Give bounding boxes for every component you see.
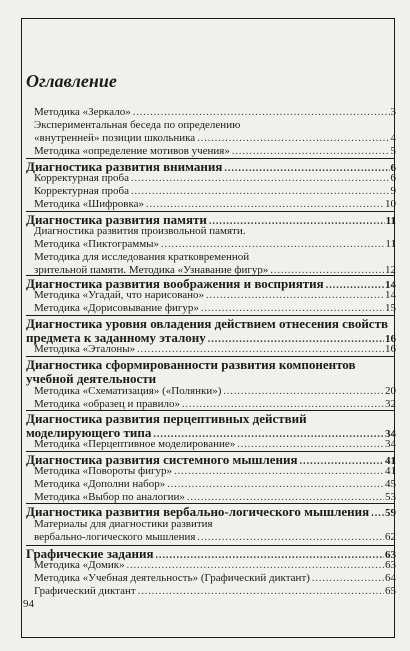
toc-page-number: 6	[390, 162, 396, 174]
toc-page-number: 5	[390, 145, 396, 157]
toc-entry-text: вербально-логического мышления	[34, 531, 196, 543]
toc-page-number: 20	[385, 385, 396, 397]
leader-dots	[161, 239, 384, 250]
leader-dots	[197, 133, 389, 144]
toc-section-text: Диагностика уровня овладения действием отнесения свойств	[26, 316, 388, 331]
toc-entry-text: Методика «Учебная деятельность» (Графический диктант)	[34, 572, 310, 584]
toc-entry-text: Диагностика развития произвольной памяти.	[34, 225, 246, 237]
toc-entry-position[interactable]	[26, 132, 396, 144]
toc-entry-text: Корректурная проба	[34, 172, 129, 184]
leader-dots	[146, 199, 384, 210]
toc-page-number: 3	[390, 106, 396, 118]
toc-entry-rotations[interactable]	[26, 465, 396, 477]
toc-entry-drawing-figures[interactable]	[26, 302, 396, 314]
toc-section-text: Диагностика развития воображения и восприятия	[26, 276, 324, 291]
toc-page-number: 4	[390, 132, 396, 144]
toc-entry-text: Методика «Домик»	[34, 559, 125, 571]
toc-page-number: 16	[385, 333, 396, 345]
toc-page-number: 34	[385, 438, 396, 450]
leader-dots	[197, 532, 384, 543]
toc-entry-verbal-materials[interactable]	[26, 531, 396, 543]
leader-dots	[371, 508, 384, 519]
toc-entry-perceptual-modeling[interactable]	[26, 438, 396, 450]
toc-page-number: 16	[385, 343, 396, 355]
toc-entry-analogy[interactable]	[26, 491, 396, 503]
leader-dots	[206, 290, 384, 301]
leader-dots	[174, 466, 384, 477]
toc-section-text: Диагностика развития вербально-логического мышления	[26, 504, 370, 519]
toc-entry-cipher[interactable]	[26, 198, 396, 210]
toc-entry-text: Методика «Выбор по аналогии»	[34, 491, 185, 503]
toc-entry-schematization[interactable]	[26, 385, 396, 397]
toc-page-number: 11	[385, 215, 396, 227]
toc-page-number: 53	[385, 491, 396, 503]
toc-section-text: моделирующего типа	[26, 425, 152, 440]
toc-page-number: 62	[385, 531, 396, 543]
toc-entry-text: Методика «определение мотивов учения»	[34, 145, 230, 157]
toc-section-text: предмета к заданному эталону	[26, 330, 206, 345]
toc-page-number: 65	[385, 585, 396, 597]
toc-page-number: 63	[385, 559, 396, 571]
toc-entry-house[interactable]	[26, 559, 396, 571]
toc-entry-text: Корректурная проба	[34, 185, 129, 197]
page-title: Оглавление	[26, 71, 117, 91]
toc-entry-text: Методика «Зеркало»	[34, 106, 131, 118]
toc-entry-text: Методика «Пиктограммы»	[34, 238, 160, 250]
leader-dots	[201, 303, 384, 314]
toc-page-number: 14	[385, 289, 396, 301]
toc-page-number: 41	[385, 455, 396, 467]
leader-dots	[137, 344, 384, 355]
toc-entry-text: Методика «Эталоны»	[34, 343, 136, 355]
toc-entry-motives[interactable]	[26, 145, 396, 157]
toc-page-number: 10	[385, 198, 396, 210]
leader-dots	[127, 560, 384, 571]
leader-dots	[312, 573, 384, 584]
toc-entry-text: Методика «Схематизация» («Полянки»)	[34, 385, 222, 397]
toc-section-text: Диагностика развития памяти	[26, 212, 207, 227]
toc-entry-etalons[interactable]	[26, 343, 396, 355]
toc-page-number: 11	[385, 238, 396, 250]
toc-page-number: 63	[385, 549, 396, 561]
toc-page-number: 9	[390, 185, 396, 197]
leader-dots	[138, 586, 384, 597]
toc-entry-learning-activity[interactable]	[26, 572, 396, 584]
toc-page-number: 6	[390, 172, 396, 184]
toc-entry-text: Материалы для диагностики развития	[34, 518, 213, 530]
page-number: 94	[23, 598, 34, 610]
toc-entry-graphic-dictation[interactable]	[26, 585, 396, 597]
toc-entry-text: Методика «Дорисовывание фигур»	[34, 302, 199, 314]
toc-section-text: учебной деятельности	[26, 371, 157, 386]
toc-section-text: Диагностика сформированности развития компонентов	[26, 357, 356, 372]
leader-dots	[237, 439, 384, 450]
toc-entry-text: зрительной памяти. Методика «Узнавание фигур»	[34, 264, 269, 276]
toc-entry-text: Методика для исследования кратковременной	[34, 251, 250, 263]
toc-page-number: 32	[385, 398, 396, 410]
toc-entry-pictograms[interactable]	[26, 238, 396, 250]
toc-page-number: 15	[385, 302, 396, 314]
toc-section-text: Диагностика развития перцептивных действий	[26, 411, 307, 426]
toc-page-number: 14	[385, 279, 396, 291]
toc-entry-complete-set[interactable]	[26, 478, 396, 490]
leader-dots	[223, 386, 384, 397]
leader-dots	[187, 492, 384, 503]
toc-page-number: 41	[385, 465, 396, 477]
toc-entry-text: Графический диктант	[34, 585, 136, 597]
toc-page-number: 64	[385, 572, 396, 584]
toc-entry-text: Методика «образец и правило»	[34, 398, 180, 410]
leader-dots	[232, 146, 390, 157]
toc-page-number: 12	[385, 264, 396, 276]
leader-dots	[131, 173, 390, 184]
toc-section-text: Графические задания	[26, 546, 154, 561]
toc-entry-proof-1[interactable]	[26, 172, 396, 184]
toc-entry-text: Методика «Перцептивное моделирование»	[34, 438, 236, 450]
toc-entry-text: Методика «Повороты фигур»	[34, 465, 173, 477]
toc-entry-text: Методика «Дополни набор»	[34, 478, 166, 490]
toc-entry-text: Методика «Угадай, что нарисовано»	[34, 289, 205, 301]
toc-entry-proof-2[interactable]	[26, 185, 396, 197]
toc-page-number: 45	[385, 478, 396, 490]
toc-page-number: 34	[385, 428, 396, 440]
toc-section-text: Диагностика развития системного мышления	[26, 452, 298, 467]
toc-entry-text: «внутренней» позиции школьника	[34, 132, 196, 144]
leader-dots	[133, 107, 390, 118]
leader-dots	[167, 479, 384, 490]
toc-page-number: 59	[385, 507, 396, 519]
toc-entry-zerkalo[interactable]	[26, 106, 396, 118]
toc-section-text: Диагностика развития внимания	[26, 159, 223, 174]
toc-entry-sample-rule[interactable]	[26, 398, 396, 410]
toc-entry-text: Методика «Шифровка»	[34, 198, 145, 210]
toc-entry-text: Экспериментальная беседа по определению	[34, 119, 241, 131]
toc-entry-guess[interactable]	[26, 289, 396, 301]
leader-dots	[182, 399, 384, 410]
leader-dots	[131, 186, 390, 197]
